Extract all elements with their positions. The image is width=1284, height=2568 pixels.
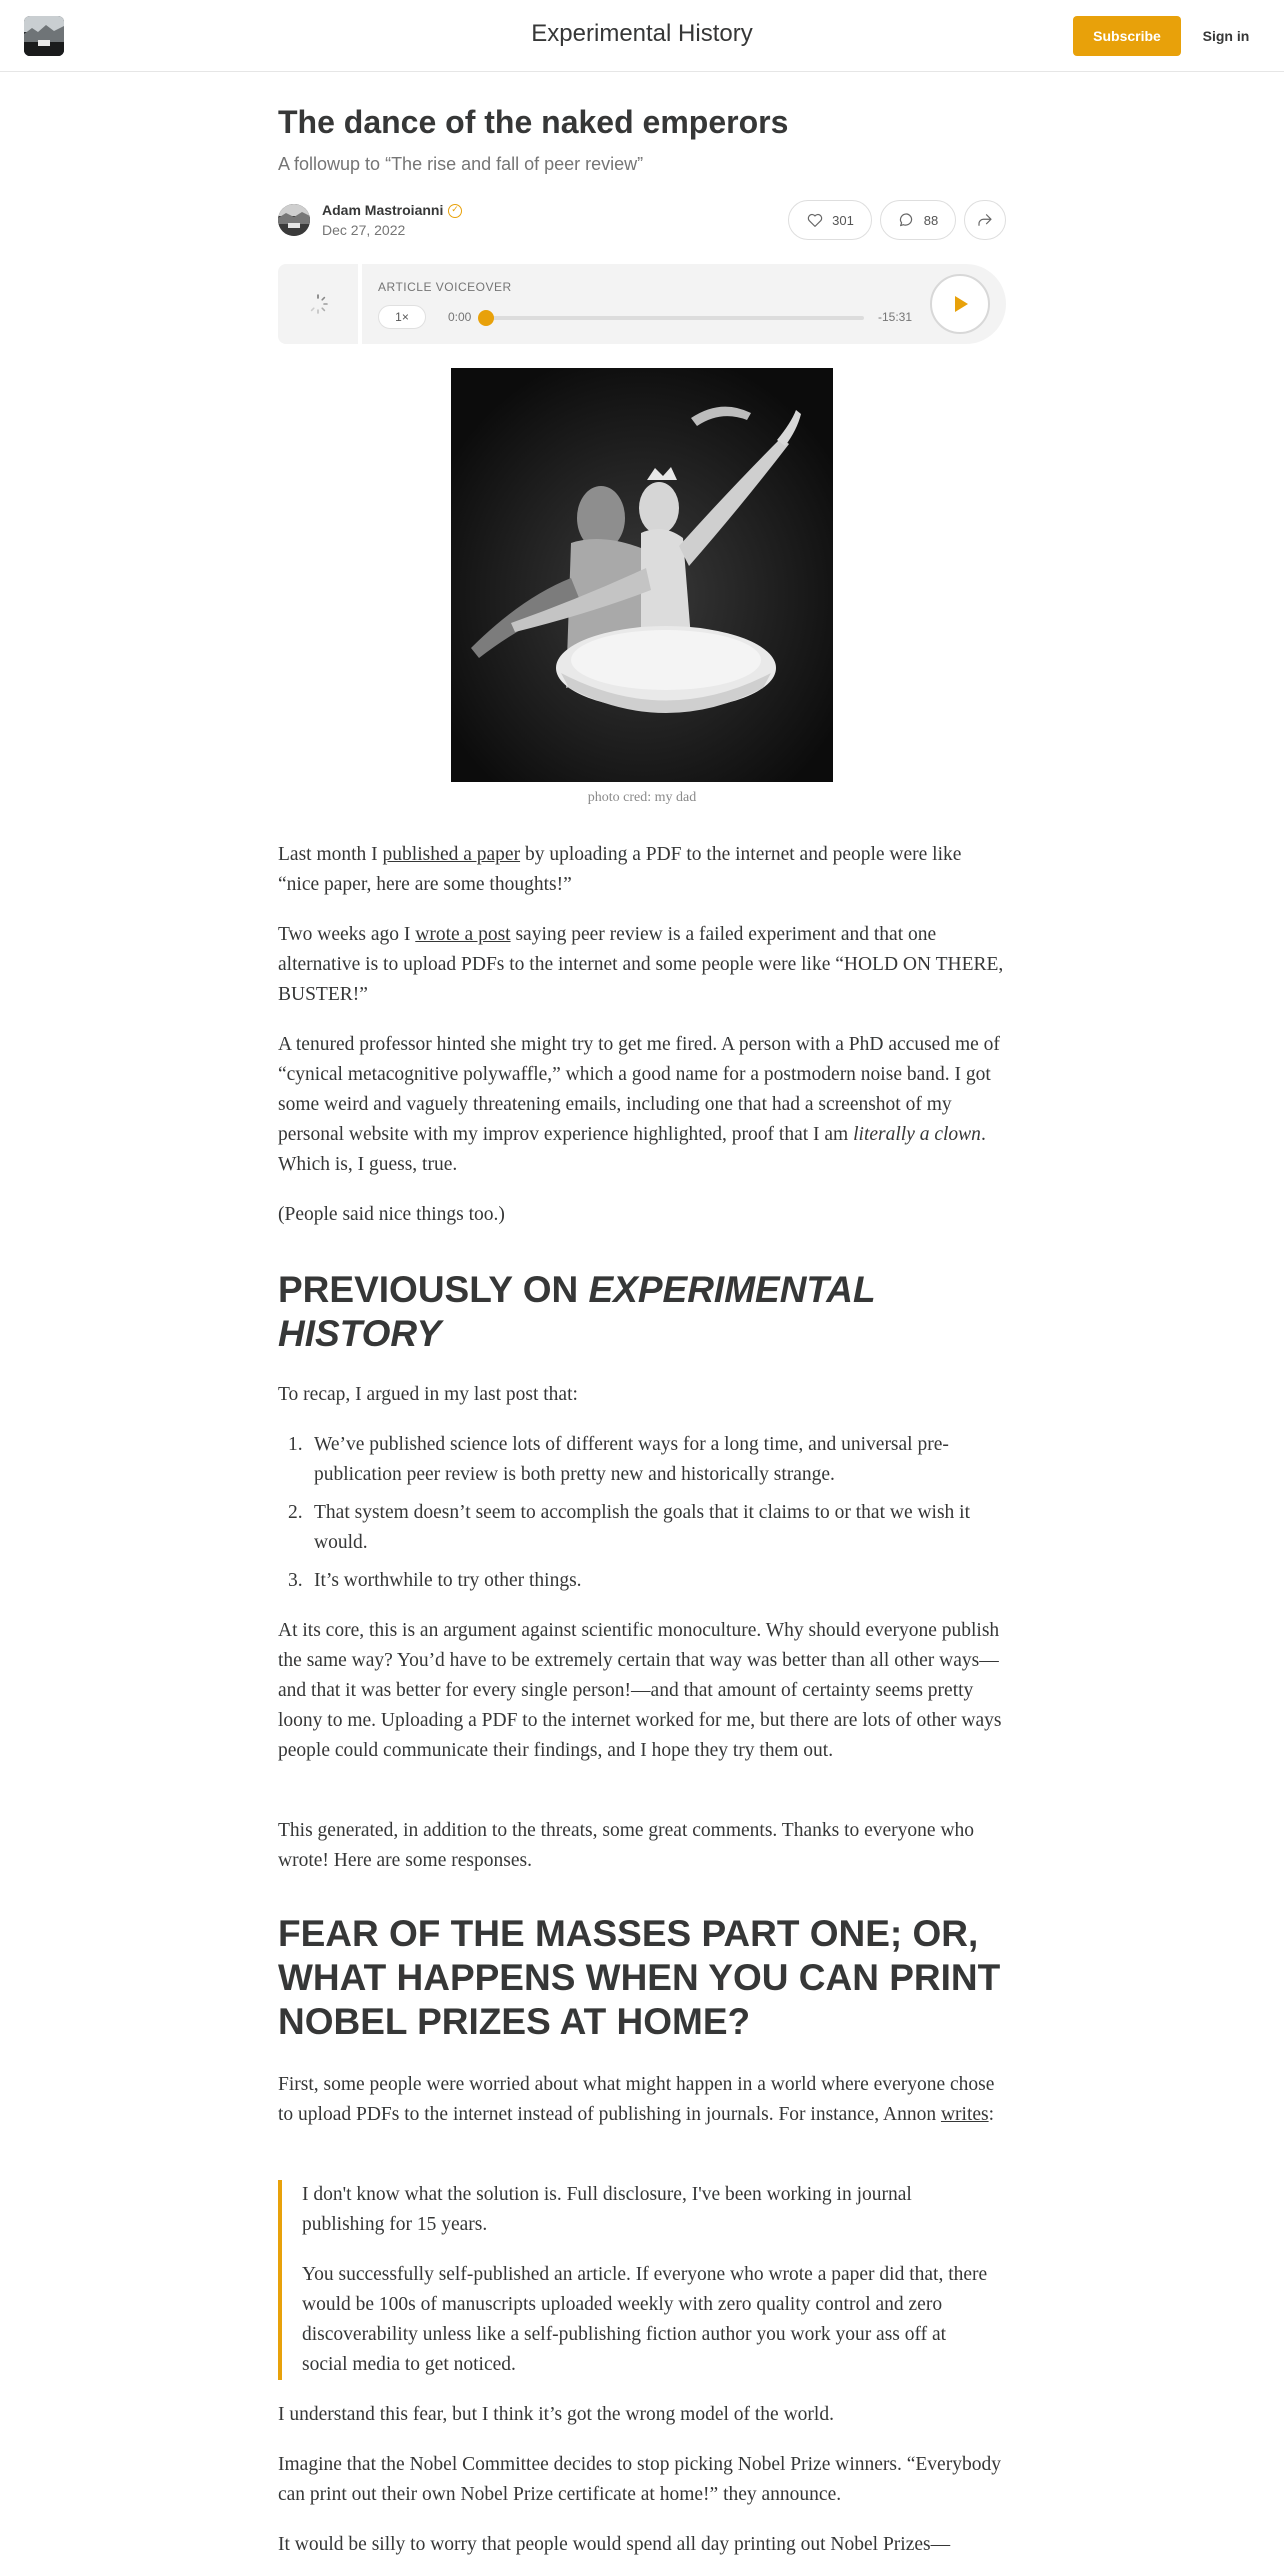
share-icon bbox=[976, 211, 994, 229]
player-label: ARTICLE VOICEOVER bbox=[378, 280, 512, 294]
paragraph-9: I understand this fear, but I think it’s got the wrong model of the world. bbox=[278, 2404, 834, 2425]
paragraph-6: At its core, this is an argument against scientific monoculture. Why should everyone publish the same way? You’d have to be extremely certain that way was better than all other ways—and that it was better for every single person!—and that amount of certainty seems pretty loony to me. Uploading a PDF to the internet worked for me, but there are lots of other ways people could communicate their findings, and I hope they try them out. bbox=[278, 1620, 1002, 1761]
list-number: 1. bbox=[288, 1434, 303, 1455]
list-number: 3. bbox=[288, 1570, 303, 1591]
player-loading-area bbox=[278, 264, 358, 344]
section-heading-previously bbox=[278, 1268, 1006, 1356]
heart-icon bbox=[806, 211, 824, 229]
progress-knob[interactable] bbox=[478, 310, 494, 326]
post-subtitle: A followup to “The rise and fall of peer review” bbox=[278, 154, 644, 174]
verified-check-icon: ✓ bbox=[448, 204, 462, 218]
audio-player bbox=[278, 264, 1006, 344]
writes-link[interactable]: writes bbox=[940, 2104, 989, 2125]
share-button[interactable] bbox=[964, 200, 1006, 240]
heading-1-text: PREVIOUSLY ON bbox=[278, 1269, 589, 1310]
section-heading-fear-of-masses: FEAR OF THE MASSES PART ONE; OR, WHAT HAPPENS WHEN YOU CAN PRINT NOBEL PRIZES AT HOME? bbox=[278, 1913, 1001, 2042]
paragraph-8 bbox=[278, 2070, 1006, 2130]
quote-paragraph-1: I don't know what the solution is. Full disclosure, I've been working in journal publishing for 15 years. bbox=[302, 2184, 912, 2235]
author-avatar[interactable] bbox=[278, 204, 310, 236]
published-a-paper-link[interactable]: published a paper bbox=[382, 844, 521, 865]
progress-track[interactable] bbox=[484, 316, 864, 320]
current-time: 0:00 bbox=[448, 310, 472, 324]
comment-icon bbox=[898, 211, 916, 229]
list-item bbox=[278, 1430, 1006, 1490]
article-photo[interactable] bbox=[451, 368, 833, 782]
post-title: The dance of the naked emperors bbox=[278, 104, 789, 140]
byline bbox=[278, 200, 1006, 244]
ballet-photo bbox=[451, 368, 833, 782]
paragraph-3-text: A tenured professor hinted she might try to get me fired. A person with a PhD accused me of “cynical metacognitive polywaffle,” which a good name for a postmodern noise band. I got some weird and vaguely threatening emails, including one that had a screenshot of my personal website with my improv experience highlighted, proof that I am bbox=[278, 1034, 1000, 1145]
playback-speed-button[interactable]: 1× bbox=[378, 305, 426, 329]
comments-button[interactable] bbox=[880, 200, 956, 240]
loading-spinner-icon bbox=[306, 292, 330, 316]
top-bar bbox=[0, 0, 1284, 72]
paragraph-1 bbox=[278, 840, 1006, 900]
publication-title[interactable]: Experimental History bbox=[531, 20, 753, 47]
list-item-text: It’s worthwhile to try other things. bbox=[314, 1570, 582, 1591]
blockquote bbox=[278, 2180, 1006, 2380]
paragraph-2-text-end: saying peer review is a failed experiment and that one alternative is to upload PDFs to the internet and some people were like “HOLD ON THERE, BUSTER!” bbox=[278, 924, 1004, 1005]
play-icon bbox=[948, 292, 972, 316]
logo-image bbox=[24, 16, 64, 56]
subscribe-button[interactable]: Subscribe bbox=[1073, 16, 1181, 56]
list-item bbox=[278, 1498, 1006, 1558]
paragraph-8-text: First, some people were worried about what might happen in a world where everyone chose to upload PDFs to the internet instead of publishing in journals. For instance, Annon bbox=[278, 2074, 995, 2125]
paragraph-11: It would be silly to worry that people would spend all day printing out Nobel Prizes— bbox=[278, 2534, 951, 2555]
publication-logo[interactable] bbox=[24, 16, 64, 56]
paragraph-2-text: Two weeks ago I bbox=[278, 924, 416, 945]
post-date: Dec 27, 2022 bbox=[322, 222, 406, 238]
photo-caption: photo cred: my dad bbox=[587, 790, 697, 805]
play-button[interactable] bbox=[930, 274, 990, 334]
paragraph-1-text-end: by uploading a PDF to the internet and people were like “nice paper, here are some thoughts!” bbox=[278, 844, 962, 895]
paragraph-3-text-end: . Which is, I guess, true. bbox=[278, 1124, 986, 1175]
paragraph-1-text: Last month I bbox=[278, 844, 383, 865]
paragraph-10: Imagine that the Nobel Committee decides to stop picking Nobel Prize winners. “Everybody can print out their own Nobel Prize certificate at home!” they announce. bbox=[278, 2454, 1001, 2505]
paragraph-3 bbox=[278, 1030, 1006, 1180]
paragraph-8-text-end: : bbox=[988, 2104, 995, 2125]
paragraph-2 bbox=[278, 920, 1006, 1010]
list-item bbox=[278, 1566, 1006, 1596]
player-controls bbox=[362, 264, 1006, 344]
list-number: 2. bbox=[288, 1502, 303, 1523]
wrote-a-post-link[interactable]: wrote a post bbox=[415, 924, 511, 945]
sign-in-button[interactable]: Sign in bbox=[1192, 16, 1260, 56]
like-count: 301 bbox=[832, 212, 854, 228]
remaining-time: -15:31 bbox=[878, 310, 913, 324]
paragraph-3-emphasis: literally a clown bbox=[853, 1124, 981, 1145]
like-button[interactable] bbox=[788, 200, 872, 240]
paragraph-7: This generated, in addition to the threats, some great comments. Thanks to everyone who wrote! Here are some responses. bbox=[278, 1820, 975, 1871]
list-item-text: We’ve published science lots of different ways for a long time, and universal pre-publication peer review is both pretty new and historically strange. bbox=[314, 1434, 949, 1485]
recap-list bbox=[278, 1430, 1006, 1596]
heading-1-emphasis: EXPERIMENTAL HISTORY bbox=[278, 1269, 875, 1354]
paragraph-4: (People said nice things too.) bbox=[278, 1204, 505, 1225]
paragraph-5: To recap, I argued in my last post that: bbox=[278, 1384, 578, 1405]
list-item-text: That system doesn’t seem to accomplish the goals that it claims to or that we wish it would. bbox=[314, 1502, 971, 1553]
author-name[interactable]: Adam Mastroianni bbox=[322, 202, 444, 218]
avatar-image bbox=[278, 204, 310, 236]
comment-count: 88 bbox=[923, 212, 939, 228]
quote-paragraph-2: You successfully self-published an article. If everyone who wrote a paper did that, there would be 100s of manuscripts uploaded weekly with zero quality control and zero discoverability unless like a self-publishing fiction author you work your ass off at social media to get noticed. bbox=[302, 2264, 988, 2375]
